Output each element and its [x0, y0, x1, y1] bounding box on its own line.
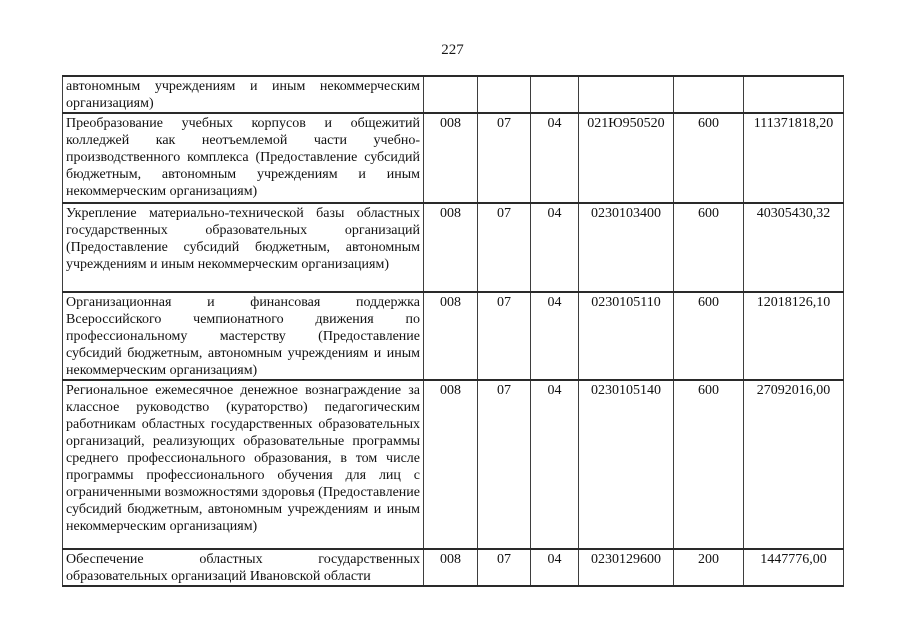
cell-grbs-code: 008	[424, 113, 478, 203]
cell-expense-type-code: 600	[674, 380, 744, 549]
budget-table-body	[63, 76, 844, 586]
table-row	[63, 292, 844, 380]
table-row	[63, 76, 844, 113]
cell-description: автономным учреждениям и иным некоммерческим организациям)	[63, 76, 424, 113]
cell-section-code: 07	[478, 549, 531, 586]
cell-target-article-code: 0230105110	[579, 292, 674, 380]
cell-expense-type-code: 600	[674, 292, 744, 380]
cell-grbs-code: 008	[424, 203, 478, 292]
cell-amount: 1447776,00	[744, 549, 844, 586]
cell-description: Организационная и финансовая поддержка Всероссийского чемпионатного движения по профессиональному мастерству (Предоставление субсидий бюджетным, автономным учреждениям и иным некоммерческим организациям)	[63, 292, 424, 380]
cell-subsection-code: 04	[531, 203, 579, 292]
cell-amount: 12018126,10	[744, 292, 844, 380]
cell-target-article-code: 0230105140	[579, 380, 674, 549]
cell-target-article-code: 0230103400	[579, 203, 674, 292]
cell-description: Обеспечение областных государственных образовательных организаций Ивановской области	[63, 549, 424, 586]
cell-expense-type-code: 600	[674, 203, 744, 292]
cell-grbs-code: 008	[424, 549, 478, 586]
budget-table	[62, 75, 844, 587]
cell-target-article-code	[579, 76, 674, 113]
cell-target-article-code: 0230129600	[579, 549, 674, 586]
cell-subsection-code: 04	[531, 292, 579, 380]
cell-amount	[744, 76, 844, 113]
cell-target-article-code: 021Ю950520	[579, 113, 674, 203]
table-row	[63, 203, 844, 292]
table-row	[63, 113, 844, 203]
table-row	[63, 549, 844, 586]
table-row	[63, 380, 844, 549]
cell-subsection-code	[531, 76, 579, 113]
cell-expense-type-code	[674, 76, 744, 113]
cell-subsection-code: 04	[531, 380, 579, 549]
cell-description: Укрепление материально-технической базы областных государственных образовательных организаций (Предоставление субсидий бюджетным, автономным учреждениям и иным некоммерческим организациям)	[63, 203, 424, 292]
cell-description: Преобразование учебных корпусов и общежитий колледжей как неотъемлемой части учебно-производственного комплекса (Предоставление субсидий бюджетным, автономным учреждениям и иным некоммерческим организациям)	[63, 113, 424, 203]
cell-amount: 40305430,32	[744, 203, 844, 292]
cell-grbs-code: 008	[424, 380, 478, 549]
page-number: 227	[441, 42, 464, 58]
cell-grbs-code: 008	[424, 292, 478, 380]
cell-section-code	[478, 76, 531, 113]
cell-expense-type-code: 600	[674, 113, 744, 203]
cell-section-code: 07	[478, 113, 531, 203]
cell-expense-type-code: 200	[674, 549, 744, 586]
cell-section-code: 07	[478, 203, 531, 292]
cell-section-code: 07	[478, 292, 531, 380]
cell-section-code: 07	[478, 380, 531, 549]
cell-description: Региональное ежемесячное денежное вознаграждение за классное руководство (кураторство) педагогическим работникам областных государственных образовательных организаций, реализующих образовательные программы среднего профессионального образования, в том числе программы профессионального обучения для лиц с ограниченными возможностями здоровья (Предоставление субсидий бюджетным, автономным учреждениям и иным некоммерческим организациям)	[63, 380, 424, 549]
cell-subsection-code: 04	[531, 113, 579, 203]
cell-amount: 27092016,00	[744, 380, 844, 549]
cell-amount: 111371818,20	[744, 113, 844, 203]
cell-grbs-code	[424, 76, 478, 113]
cell-subsection-code: 04	[531, 549, 579, 586]
